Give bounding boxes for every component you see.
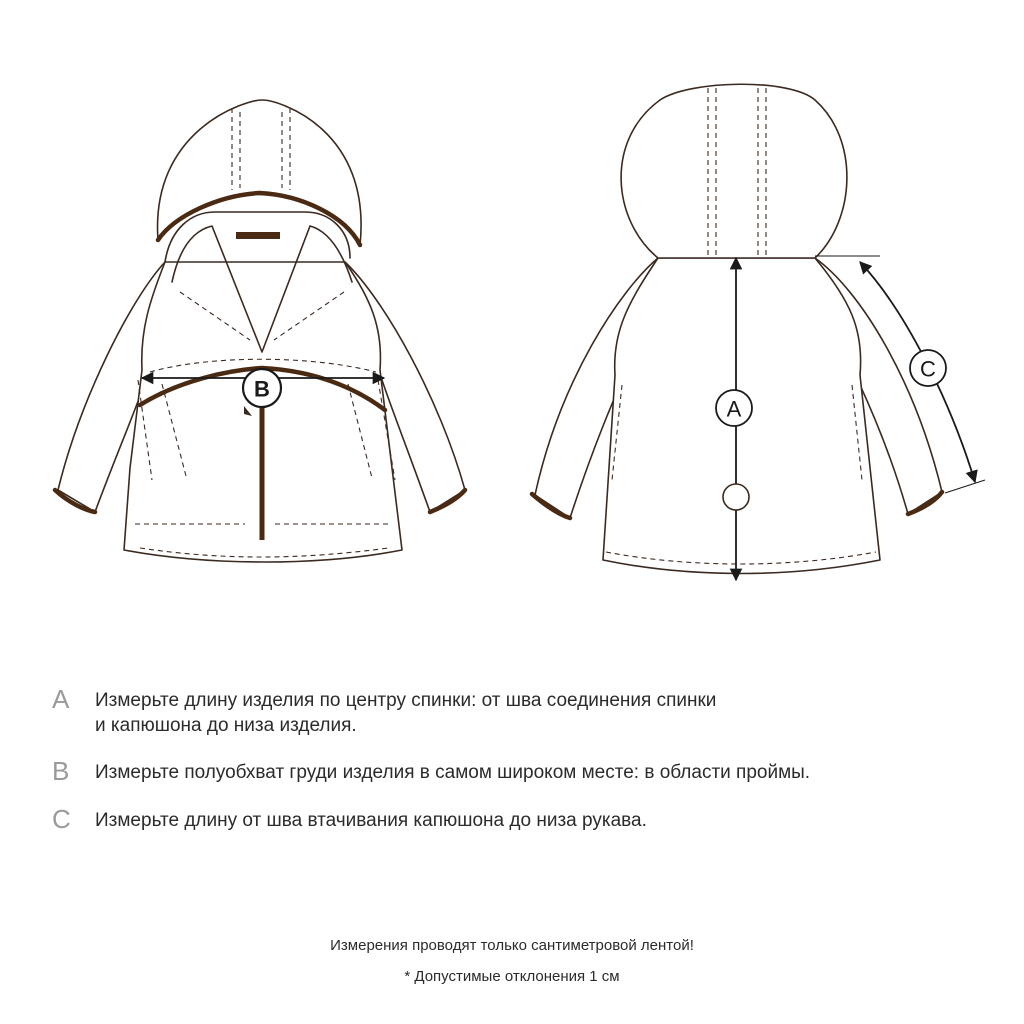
hanger-loop <box>723 484 749 510</box>
label-c-badge <box>910 350 946 386</box>
jacket-back-view <box>532 84 985 580</box>
note-tape-only: Измерения проводят только сантиметровой лентой! <box>330 937 694 954</box>
note-tolerance: * Допустимые отклонения 1 см <box>404 968 620 985</box>
instruction-text: Измерьте полуобхват груди изделия в самом широком месте: в области проймы. <box>95 762 811 783</box>
label-a-badge <box>716 390 752 426</box>
instruction-letter: A <box>52 684 70 714</box>
instruction-text: Измерьте длину изделия по центру спинки: от шва соединения спинки и капюшона до низа изделия. <box>95 690 717 736</box>
label-b-badge <box>243 369 281 407</box>
jacket-front-view <box>55 100 465 562</box>
label-a: A <box>726 396 742 422</box>
instruction-text: Измерьте длину от шва втачивания капюшона до низа рукава. <box>95 810 647 831</box>
label-b: B <box>254 376 270 402</box>
instruction-letter: C <box>52 804 71 834</box>
instruction-letter: B <box>52 756 70 786</box>
label-c: C <box>920 356 936 382</box>
